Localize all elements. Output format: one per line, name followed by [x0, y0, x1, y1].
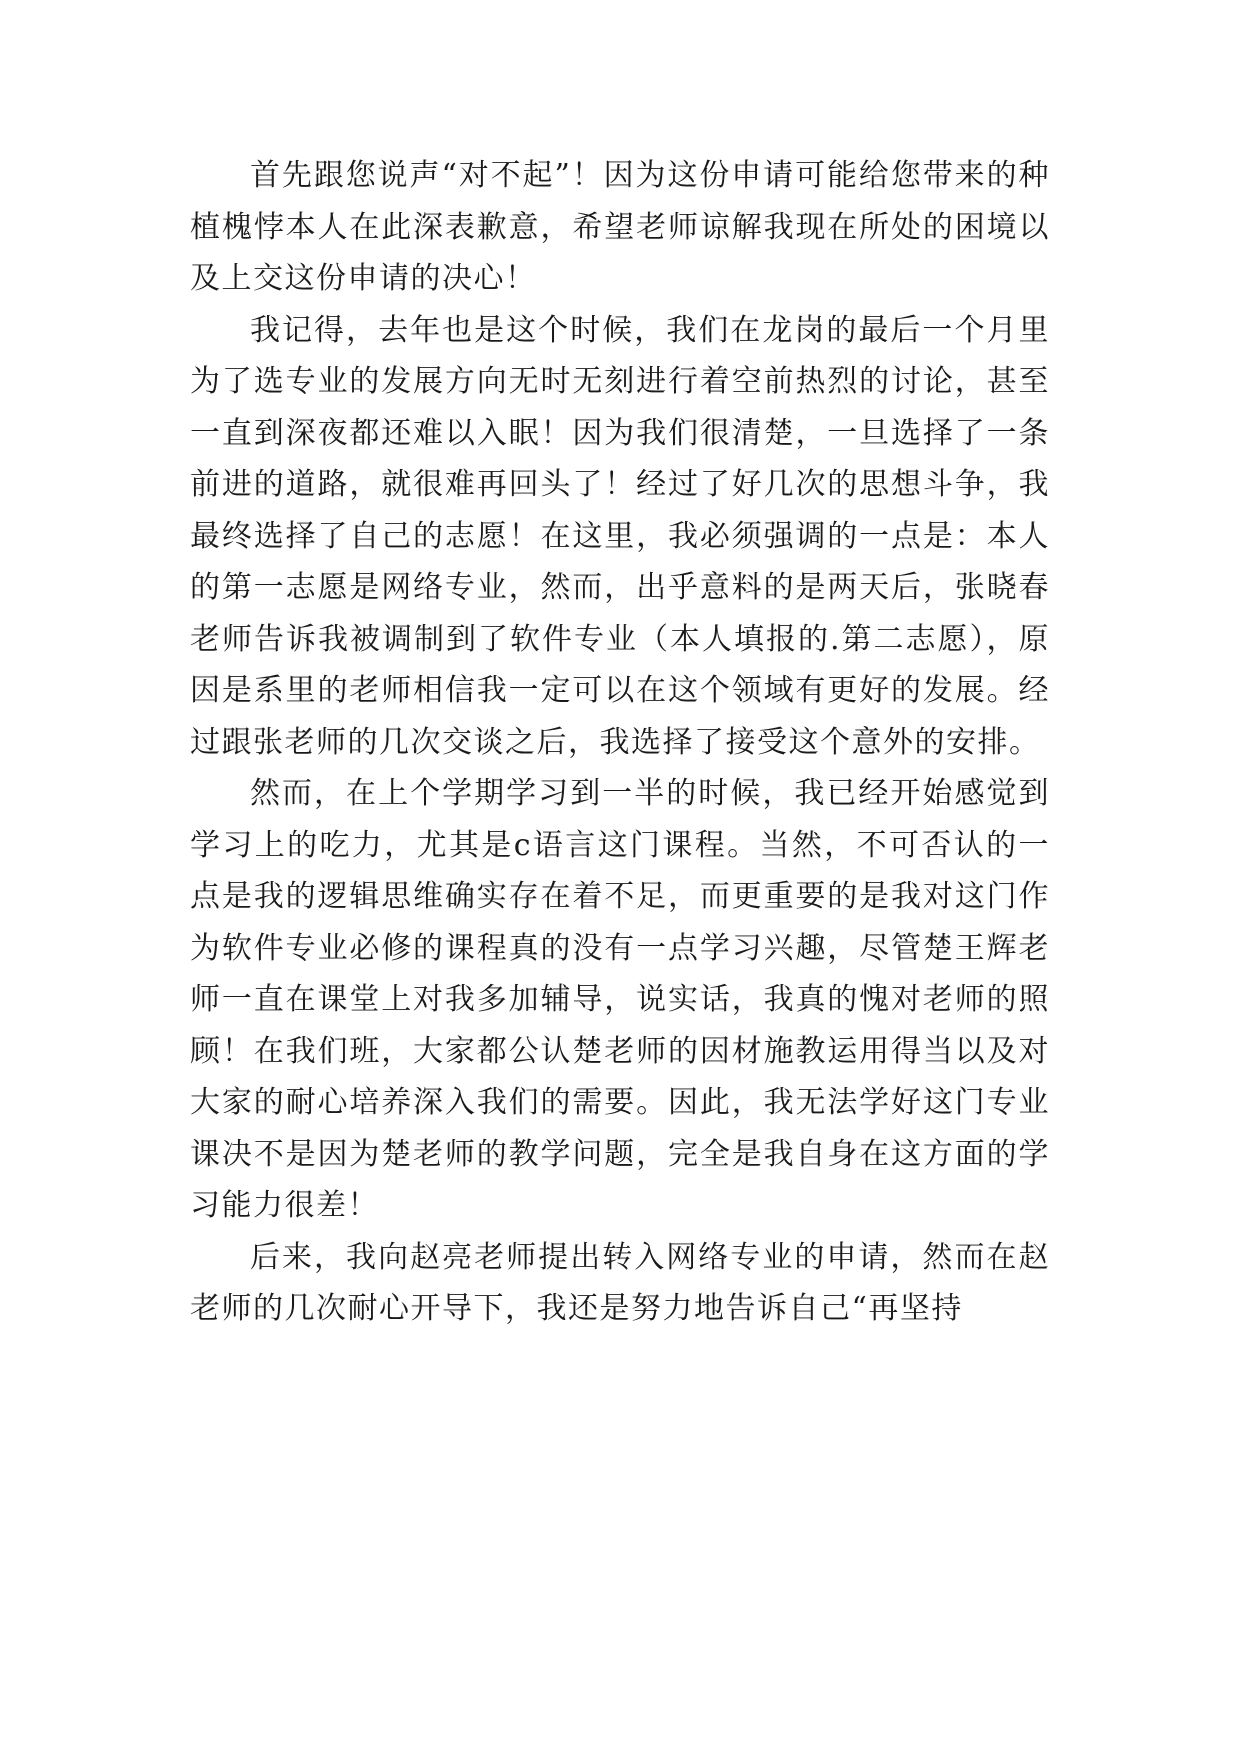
paragraph-transfer-request: 后来，我向赵亮老师提出转入网络专业的申请，然而在赵老师的几次耐心开导下，我还是努力地告诉自己“再坚持 [190, 1239, 1050, 1326]
paragraph-major-choice: 我记得，去年也是这个时候，我们在龙岗的最后一个月里为了选专业的发展方向无时无刻进行着空前热烈的讨论，甚至一直到深夜都还难以入眠！因为我们很清楚，一旦选择了一条前进的道路，就很难再回头了！经过了好几次的思想斗争，我最终选择了自己的志愿！在这里，我必须强调的一点是：本人的第一志愿是网络专业，然而，出乎意料的是两天后，张晓春老师告诉我被调制到了软件专业（本人填报的.第二志愿），原因是系里的老师相信我一定可以在这个领域有更好的发展。经过跟张老师的几次交谈之后，我选择了接受这个意外的安排。 [190, 312, 1050, 760]
document-body [190, 150, 1050, 1335]
paragraph-apology: 首先跟您说声“对不起”！因为这份申请可能给您带来的种植槐悖本人在此深表歉意，希望老师谅解我现在所处的困境以及上交这份申请的决心！ [190, 158, 1050, 296]
paragraph-study-difficulty: 然而，在上个学期学习到一半的时候，我已经开始感觉到学习上的吃力，尤其是c语言这门课程。当然，不可否认的一点是我的逻辑思维确实存在着不足，而更重要的是我对这门作为软件专业必修的课程真的没有一点学习兴趣，尽管楚王辉老师一直在课堂上对我多加辅导，说实话，我真的愧对老师的照顾！在我们班，大家都公认楚老师的因材施教运用得当以及对大家的耐心培养深入我们的需要。因此，我无法学好这门专业课决不是因为楚老师的教学问题，完全是我自身在这方面的学习能力很差！ [190, 776, 1050, 1223]
